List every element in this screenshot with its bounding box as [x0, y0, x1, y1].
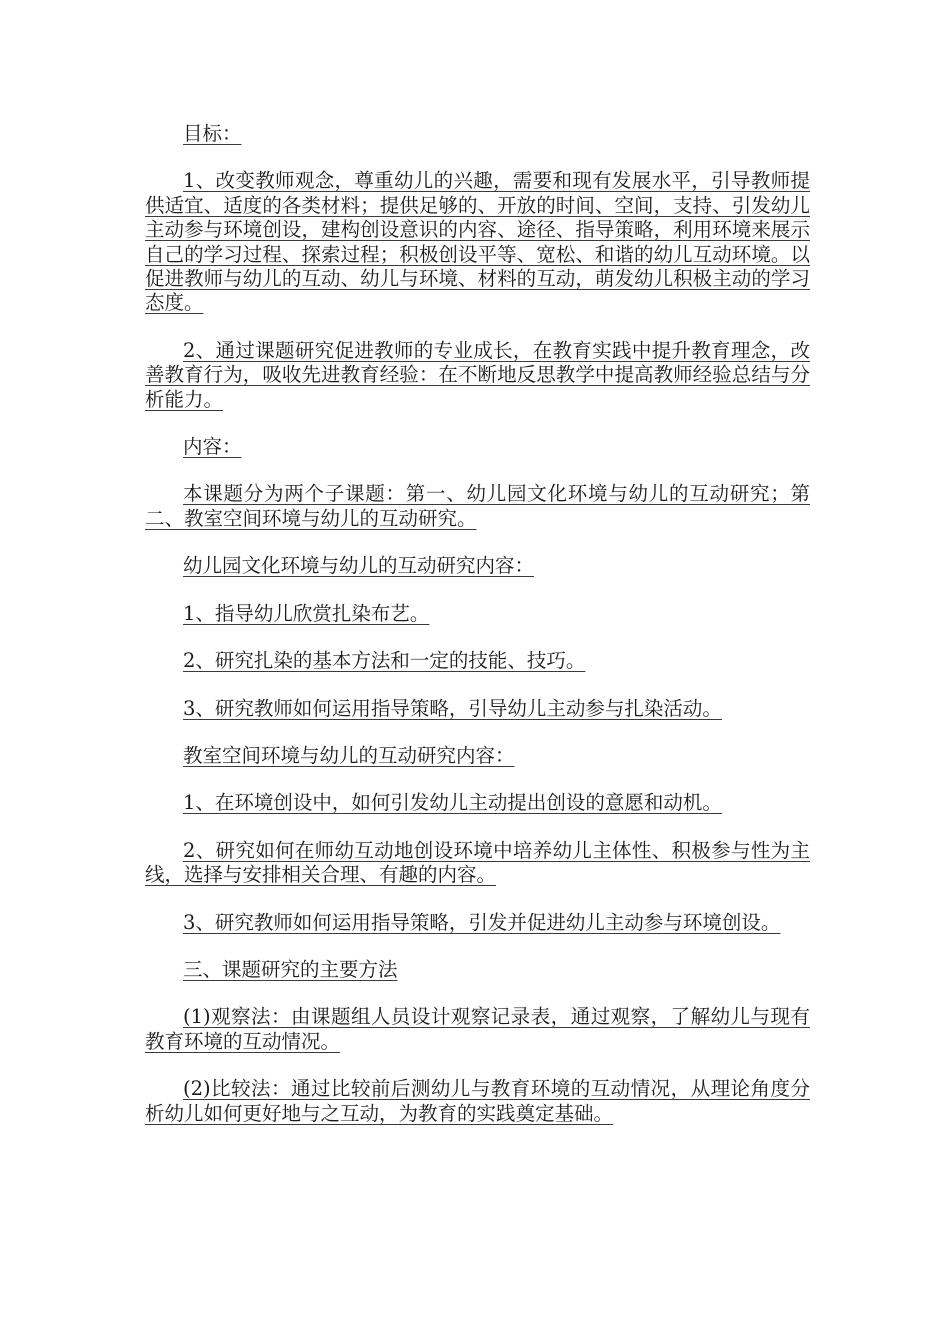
method-observation	[145, 1005, 810, 1054]
heading-goals	[145, 122, 810, 146]
classroom-item-3	[145, 911, 810, 935]
methods-heading-text: 三、课题研究的主要方法	[183, 957, 398, 981]
classroom-item-2-text: 2、研究如何在师幼互动地创设环境中培养幼儿主体性、积极参与性为主线，选择与安排相关合理、有趣的内容。	[145, 838, 810, 887]
heading-goals-text: 目标：	[183, 122, 242, 145]
classroom-item-3-text: 3、研究教师如何运用指导策略，引发并促进幼儿主动参与环境创设。	[183, 910, 781, 934]
classroom-item-2	[145, 839, 810, 888]
subtopics-paragraph	[145, 482, 810, 531]
classroom-env-heading-text: 教室空间环境与幼儿的互动研究内容：	[183, 743, 515, 767]
goal-1-paragraph	[145, 169, 810, 315]
culture-item-1-text: 1、指导幼儿欣赏扎染布艺。	[183, 601, 430, 625]
method-observation-text: (1)观察法：由课题组人员设计观察记录表，通过观察，了解幼儿与现有教育环境的互动情况。	[145, 1005, 810, 1053]
method-comparison	[145, 1077, 810, 1126]
subtopics-text: 本课题分为两个子课题：第一、幼儿园文化环境与幼儿的互动研究；第二、教室空间环境与幼儿的互动研究。	[145, 482, 810, 530]
heading-content	[145, 435, 810, 459]
classroom-item-1	[145, 791, 810, 815]
heading-content-text: 内容：	[183, 435, 242, 459]
culture-env-heading-text: 幼儿园文化环境与幼儿的互动研究内容：	[183, 554, 535, 578]
culture-item-3	[145, 697, 810, 721]
culture-item-2	[145, 649, 810, 673]
culture-item-2-text: 2、研究扎染的基本方法和一定的技能、技巧。	[183, 649, 586, 673]
culture-item-1	[145, 602, 810, 626]
goal-2-paragraph	[145, 339, 810, 412]
classroom-item-1-text: 1、在环境创设中，如何引发幼儿主动提出创设的意愿和动机。	[183, 791, 722, 815]
method-comparison-text: (2)比较法：通过比较前后测幼儿与教育环境的互动情况，从理论角度分析幼儿如何更好地与之互动，为教育的实践奠定基础。	[145, 1077, 810, 1125]
culture-item-3-text: 3、研究教师如何运用指导策略，引导幼儿主动参与扎染活动。	[183, 696, 722, 720]
methods-heading	[145, 958, 810, 982]
classroom-env-heading	[145, 744, 810, 768]
goal-1-text: 1、改变教师观念，尊重幼儿的兴趣，需要和现有发展水平，引导教师提供适宜、适度的各类材料；提供足够的、开放的时间、空间，支持、引发幼儿主动参与环境创设，建构创设意识的内容、途径、指导策略，利用环境来展示自己的学习过程、探索过程；积极创设平等、宽松、和谐的幼儿互动环境。以促进教师与幼儿的互动、幼儿与环境、材料的互动，萌发幼儿积极主动的学习态度。	[145, 169, 810, 315]
goal-2-text: 2、通过课题研究促进教师的专业成长，在教育实践中提升教育理念，改善教育行为，吸收先进教育经验：在不断地反思教学中提高教师经验总结与分析能力。	[145, 338, 810, 411]
culture-env-heading	[145, 554, 810, 578]
